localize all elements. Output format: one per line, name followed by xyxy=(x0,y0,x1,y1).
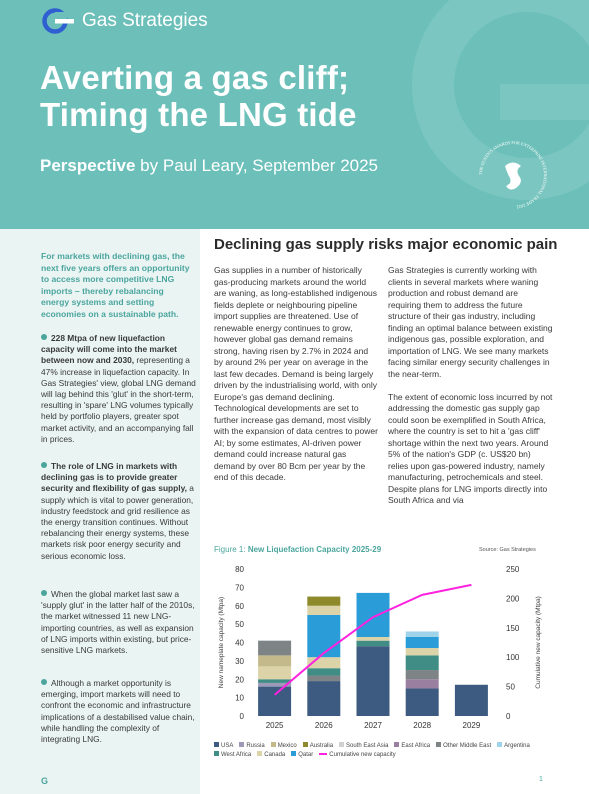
legend-label: East Africa xyxy=(401,743,431,749)
sidebar-point-2 xyxy=(41,461,197,562)
bar-segment xyxy=(307,597,340,606)
bar-segment xyxy=(357,646,390,716)
bullet-icon xyxy=(41,679,47,685)
y2-tick-label: 50 xyxy=(506,682,515,692)
byline-author-date: by Paul Leary, September 2025 xyxy=(135,156,379,175)
body-column-2-para-1: Gas Strategies is currently working with clients in several markets where waning production and robust demand are requiring them to address the future structure of their gas industry, including finding an optimal balance between existing indigenous gas, possible exploration, and importation of LNG. We see many markets facing similar energy security challenges in the near-term. xyxy=(388,265,553,379)
legend-swatch xyxy=(214,751,219,756)
y-tick-label: 30 xyxy=(235,656,244,666)
y-tick-label: 10 xyxy=(235,693,244,703)
bar-segment xyxy=(406,648,439,655)
figure-source: Source: Gas Strategies xyxy=(479,547,536,553)
page-title xyxy=(40,59,357,133)
sidebar-point-1 xyxy=(41,333,197,445)
y-tick-label: 40 xyxy=(235,638,244,648)
legend-label: Qatar xyxy=(298,752,314,758)
x-tick-label: 2026 xyxy=(314,721,333,730)
footer-logo-icon: G xyxy=(41,776,49,786)
bar-segment xyxy=(258,641,291,656)
y-tick-label: 80 xyxy=(235,565,244,574)
bar-segment xyxy=(307,606,340,615)
bar-segment xyxy=(406,679,439,688)
legend-swatch xyxy=(303,742,308,747)
queens-award-seal-icon xyxy=(470,132,556,218)
legend-swatch xyxy=(257,751,262,756)
sidebar-point-3 xyxy=(41,589,197,656)
legend-label: Cumulative new capacity xyxy=(329,752,396,758)
y2-tick-label: 150 xyxy=(506,623,520,633)
figure-caption xyxy=(214,545,381,554)
bar-segment xyxy=(307,681,340,716)
bar-segment xyxy=(258,679,291,683)
bar-segment xyxy=(307,615,340,657)
y2-tick-label: 0 xyxy=(506,712,511,721)
figure-title: New Liquefaction Capacity 2025-29 xyxy=(247,545,382,554)
x-tick-label: 2025 xyxy=(265,721,284,730)
legend-swatch xyxy=(239,742,244,747)
byline-label: Perspective xyxy=(40,156,136,175)
legend-label: West Africa xyxy=(221,752,252,758)
byline xyxy=(40,156,378,176)
brand-logo[interactable] xyxy=(40,8,208,34)
legend-item xyxy=(394,742,430,751)
gas-strategies-logo-icon xyxy=(40,8,74,34)
chart-legend xyxy=(214,742,554,760)
sidebar-point-3-text: When the global market last saw a 'supply glut' in the latter half of the 2010s, the market witnessed 11 new LNG-importing countries, as well as expansion of LNG imports within existing, but price-sensitive LNG markets. xyxy=(41,589,195,656)
title-line-1: Averting a gas cliff; xyxy=(40,59,350,96)
body-column-2 xyxy=(388,265,553,507)
legend-swatch xyxy=(436,742,441,747)
sidebar-point-1-text: representing a 47% increase in liquefaction capacity. In Gas Strategies' view, global LNG demand will lag behind this 'glut' in the short-term, resulting in 'spare' LNG volumes typically held by portfolio players, greater spot market activity, and an accompanying fall in prices. xyxy=(41,355,196,444)
legend-label: Mexico xyxy=(277,743,297,749)
liquefaction-capacity-chart xyxy=(214,558,554,766)
sidebar-intro: For markets with declining gas, the next five years offers an opportunity to access more competitive LNG imports – thereby rebalancing energy systems and setting economies on a sustainable path. xyxy=(41,251,190,319)
y-tick-label: 70 xyxy=(235,583,244,593)
legend-label: Australia xyxy=(309,743,334,749)
bar-segment xyxy=(258,687,291,716)
legend-item xyxy=(214,751,251,760)
bullet-icon xyxy=(41,590,47,596)
bar-segment xyxy=(406,670,439,679)
bar-segment xyxy=(307,668,340,675)
y-tick-label: 50 xyxy=(235,620,244,630)
y-tick-label: 60 xyxy=(235,601,244,611)
bullet-icon xyxy=(41,334,47,340)
y2-tick-label: 250 xyxy=(506,565,520,574)
legend-item xyxy=(436,742,491,751)
bar-segment xyxy=(357,641,390,647)
sidebar-point-2-bold: The role of LNG in markets with declining gas is to provide greater security and flexibility of gas supply, xyxy=(41,461,187,494)
header-banner xyxy=(0,0,589,229)
legend-item xyxy=(291,751,313,760)
bar-segment xyxy=(406,655,439,670)
watermark-g-bar xyxy=(500,84,589,120)
legend-swatch xyxy=(339,742,344,747)
bar-segment xyxy=(357,593,390,637)
y2-tick-label: 200 xyxy=(506,594,520,604)
bar-segment xyxy=(406,631,439,637)
bar-segment xyxy=(406,637,439,648)
legend-item xyxy=(214,742,233,751)
seal-text: THE QUEEN'S AWARDS FOR ENTERPRISE INTERNATIONAL TRADE 2022 xyxy=(477,139,549,210)
title-line-2: Timing the LNG tide xyxy=(40,96,357,133)
sidebar-point-4-text: Although a market opportunity is emerging, import markets will need to confront the economic and infrastructure implications of a destabilised value chain, while handling the complexity of integrating LNG. xyxy=(41,678,195,745)
legend-label: South East Asia xyxy=(346,743,389,749)
legend-swatch xyxy=(497,742,502,747)
page-number: 1 xyxy=(539,776,543,783)
sidebar-point-2-text: a supply which is vital to power generation, industry feedstock and grid resilience as the energy transition continues. Without rebalancing their energy systems, these markets risk poor energy security and serious economic loss. xyxy=(41,483,194,561)
body-column-2-para-2: The extent of economic loss incurred by not addressing the domestic gas supply gap could soon be exemplified in South Africa, where the country is set to hit a 'gas cliff' shortage within the next two years. Around 5% of the nation's GDP (c. US$20 bn) relies upon gas-powered industry, namely manufacturing, petrochemicals and steel. Despite plans for LNG imports directly into South Africa and via xyxy=(388,391,553,505)
sidebar-point-1-bold: 228 Mtpa of new liquefaction capacity will come into the market between now and 2030, xyxy=(41,333,177,366)
bullet-icon xyxy=(41,462,47,468)
legend-label: Other Middle East xyxy=(443,743,492,749)
x-tick-label: 2029 xyxy=(462,721,481,730)
legend-label: Russia xyxy=(246,743,265,749)
legend-swatch xyxy=(394,742,399,747)
bar-segment xyxy=(258,655,291,666)
sidebar-point-4 xyxy=(41,678,197,745)
legend-swatch xyxy=(319,753,327,755)
bar-segment xyxy=(406,688,439,716)
legend-item xyxy=(303,742,333,751)
bar-segment xyxy=(258,666,291,679)
legend-swatch xyxy=(271,742,276,747)
y2-tick-label: 100 xyxy=(506,653,520,663)
brand-name: Gas Strategies xyxy=(82,10,208,31)
y2-axis-label: Cumulative new capacity (Mtpa) xyxy=(535,596,542,689)
body-column-1: Gas supplies in a number of historically gas-producing markets around the world are waning, as long-established indigenous fields deplete or neighbouring pipeline import supplies are threatened. Use of renewable energy continues to grow, however global gas demand remains strong, having risen by 2.7% in 2024 and by around 2% per year on average in the last few decades. Demand is being largely driven by the industrialising world, with only Europe's gas demand declining. Technological developments are set to further increase gas demand, most visibly with the expansion of data centres to power AI; by some estimates, AI-driven power demand could increase natural gas demand by over 80 Bcm per year by the end of this decade. xyxy=(214,265,378,482)
x-tick-label: 2028 xyxy=(413,721,432,730)
legend-item xyxy=(339,742,388,751)
legend-item xyxy=(257,751,285,760)
y-axis-label: New nameplate capacity (Mtpa) xyxy=(218,596,225,689)
x-tick-label: 2027 xyxy=(364,721,382,730)
bar-segment xyxy=(357,637,390,641)
section-heading: Declining gas supply risks major economic pain xyxy=(214,236,558,253)
y-tick-label: 20 xyxy=(235,675,244,685)
legend-label: Argentina xyxy=(504,743,530,749)
legend-label: USA xyxy=(221,743,234,749)
legend-item xyxy=(319,751,395,760)
legend-swatch xyxy=(214,742,219,747)
legend-swatch xyxy=(291,751,296,756)
legend-item xyxy=(271,742,297,751)
legend-label: Canada xyxy=(264,752,286,758)
legend-item xyxy=(497,742,530,751)
legend-item xyxy=(239,742,264,751)
figure-label: Figure 1: xyxy=(214,545,246,554)
bar-segment xyxy=(455,685,488,716)
bar-segment xyxy=(307,676,340,682)
y-tick-label: 0 xyxy=(239,712,244,721)
